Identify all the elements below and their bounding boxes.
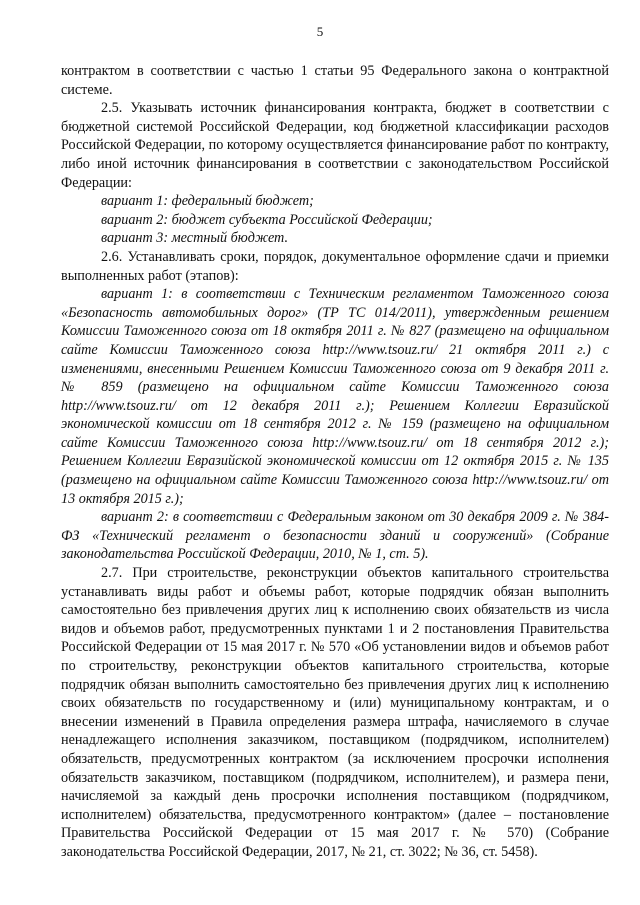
variant-2-regional: вариант 2: бюджет субъекта Российской Федерации; — [101, 211, 433, 228]
variant-2-federal-law: вариант 2: в соответствии с Федеральным законом от 30 декабря 2009 г. № 384-ФЗ «Технический регламент о безопасности зданий и сооружений» (Собрание законодательства Российской Федерации, 2010, № 1, ст. 5). — [61, 509, 609, 563]
variant-1-federal: вариант 1: федеральный бюджет; — [101, 193, 314, 210]
paragraph-continuation: контрактом в соответствии с частью 1 статьи 95 Федерального закона о контрактной системе. — [61, 63, 609, 98]
paragraph-2-6: 2.6. Устанавливать сроки, порядок, документальное оформление сдачи и приемки выполненных работ (этапов): — [61, 248, 609, 284]
paragraph-2-5: 2.5. Указывать источник финансирования контракта, бюджет в соответствии с бюджетной системой Российской Федерации, код бюджетной классификации расходов Российской Федерации, по которому осуществляется финансирование работ по контракту, либо иной источник финансирования в соответствии с законодательством Российской Федерации: — [61, 100, 609, 191]
variant-1-customs-regulation: вариант 1: в соответствии с Техническим регламентом Таможенного союза «Безопасность автомобильных дорог» (ТР ТС 014/2011), утвержденным решением Комиссии Таможенного союза от 18 октября 2011 г. № 827 (размещено на официальном сайте Комиссии Таможенного союза http://www.tsouz.ru/ 21 октября 2011 г.) с изменениями, внесенными Решением Комиссии Таможенного союза от 9 декабря 2011 г. № 859 (размещено на официальном сайте Комиссии Таможенного союза http://www.tsouz.ru/ от 12 декабря 2011 г.); Решением Коллегии Евразийской экономической комиссии от 18 сентября 2012 г. № 159 (размещено на официальном сайте Комиссии Таможенного союза http://www.tsouz.ru/ от 18 сентября 2012 г.); Решением Коллегии Евразийской экономической комиссии от 12 октября 2015 г. № 135 (размещено на официальном сайте Комиссии Таможенного союза http://www.tsouz.ru/ от 13 октября 2015 г.); — [61, 286, 609, 507]
document-body — [61, 62, 609, 862]
page-number: 5 — [316, 24, 324, 39]
paragraph-2-7: 2.7. При строительстве, реконструкции объектов капитального строительства устанавливать виды работ и объемы работ, которые подрядчик обязан выполнить самостоятельно без привлечения других лиц к исполнению своих обязательств из числа видов и объемов работ, предусмотренных пунктами 1 и 2 постановления Правительства Российской Федерации от 15 мая 2017 г. № 570 «Об установлении видов и объемов работ по строительству, реконструкции объектов капитального строительства, которые подрядчик обязан выполнить самостоятельно без привлечения других лиц к исполнению своих обязательств по государственному и (или) муниципальному контрактам, и о внесении изменений в Правила определения размера штрафа, начисляемого в случае ненадлежащего исполнения заказчиком, поставщиком (подрядчиком, исполнителем) обязательств, предусмотренных контрактом (за исключением просрочки исполнения обязательств заказчиком, поставщиком (подрядчиком, исполнителем), и размера пени, начисляемой за каждый день просрочки исполнения поставщиком (подрядчиком, исполнителем) обязательства, предусмотренного контрактом» (далее – постановление Правительства Российской Федерации от 15 мая 2017 г. № 570) (Собрание законодательства Российской Федерации, 2017, № 21, ст. 3022; № 36, ст. 5458). — [61, 565, 609, 860]
variant-3-local: вариант 3: местный бюджет. — [101, 230, 289, 247]
